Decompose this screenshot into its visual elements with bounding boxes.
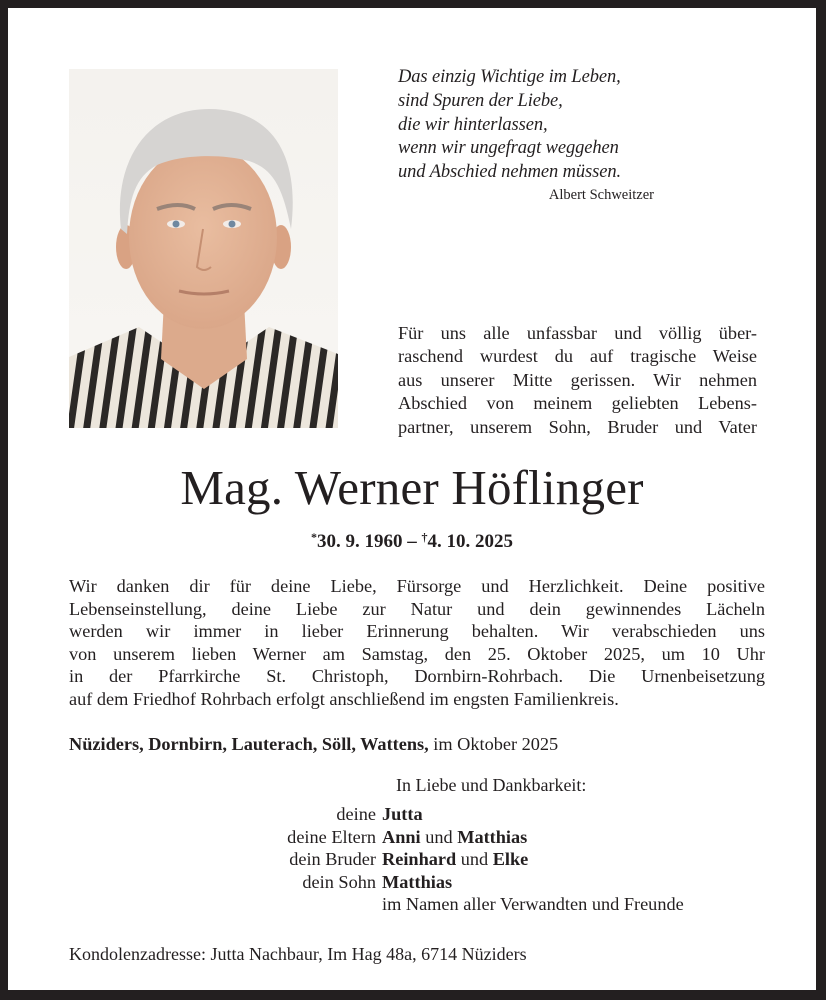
quote-line: wenn wir ungefragt weggehen xyxy=(398,138,619,159)
body-line: auf dem Friedhof Rohrbach erfolgt anschließend im engsten Familienkreis. xyxy=(69,688,619,709)
family-name: Anni xyxy=(382,826,421,847)
quote-line: sind Spuren der Liebe, xyxy=(398,90,563,111)
family-name: Reinhard xyxy=(382,849,457,870)
intro-line: Abschied von meinem geliebten Lebens- xyxy=(398,393,757,414)
quote-line: die wir hinterlassen, xyxy=(398,114,548,135)
quote-author: Albert Schweitzer xyxy=(548,187,654,203)
death-cross-icon: † xyxy=(421,530,428,544)
portrait-photo xyxy=(69,69,338,428)
body-line: Lebenseinstellung, deine Liebe zur Natur und dein gewinnendes Lächeln xyxy=(69,598,765,619)
family-row xyxy=(8,826,816,849)
quote xyxy=(398,66,662,185)
family-name: Matthias xyxy=(382,871,453,892)
condolence-address: Kondolenzadresse: Jutta Nachbaur, Im Hag 48a, 6714 Nüziders xyxy=(69,944,527,964)
family-joiner: und xyxy=(456,849,493,870)
intro-line: raschend wurdest du auf tragische Weise xyxy=(398,346,757,367)
family-row xyxy=(8,803,816,826)
body-line: von unserem lieben Werner am Samstag, den 25. Oktober 2025, um 10 Uhr xyxy=(69,643,765,664)
places-date: im Oktober 2025 xyxy=(428,734,559,754)
body-line: werden wir immer in lieber Erinnerung behalten. Wir verabschieden uns xyxy=(69,621,765,642)
family-joiner: und xyxy=(420,826,458,847)
places-and-date xyxy=(69,732,769,756)
life-dates xyxy=(8,525,816,554)
family-list xyxy=(8,803,816,916)
portrait-image xyxy=(69,69,338,428)
obituary-page xyxy=(8,8,816,990)
family-name: Jutta xyxy=(382,804,423,824)
family-relation: deine Eltern xyxy=(287,826,376,847)
birth-date: 30. 9. 1960 xyxy=(317,531,403,552)
family-relation: deine xyxy=(336,804,376,824)
places-towns: Nüziders, Dornbirn, Lauterach, Söll, Wattens, xyxy=(69,734,429,754)
body-line: Wir danken dir für deine Liebe, Fürsorge und Herzlichkeit. Deine positive xyxy=(69,576,765,596)
death-date: 4. 10. 2025 xyxy=(427,531,513,552)
quote-line: und Abschied nehmen müssen. xyxy=(398,162,622,183)
family-name: Elke xyxy=(492,849,529,870)
body-line: in der Pfarrkirche St. Christoph, Dornbirn-Rohrbach. Die Urnenbeisetzung xyxy=(69,666,765,687)
family-relation: dein Bruder xyxy=(289,849,376,870)
body-text xyxy=(69,575,765,711)
intro-line: aus unserer Mitte gerissen. Wir nehmen xyxy=(398,369,757,390)
family-row xyxy=(8,871,816,894)
family-row xyxy=(8,893,816,916)
deceased-name: Mag. Werner Höflinger xyxy=(180,460,644,515)
quote-line: Das einzig Wichtige im Leben, xyxy=(398,67,621,87)
family-name: Matthias xyxy=(457,826,528,847)
birth-star-icon: * xyxy=(311,530,317,544)
family-row xyxy=(8,848,816,871)
intro-line: partner, unserem Sohn, Bruder und Vater xyxy=(398,416,757,437)
signoff-closing: im Namen aller Verwandten und Freunde xyxy=(382,894,684,915)
intro-text xyxy=(398,322,757,439)
date-separator: – xyxy=(402,531,422,552)
signoff-title: In Liebe und Dankbarkeit: xyxy=(396,775,587,795)
intro-line: Für uns alle unfassbar und völlig über- xyxy=(398,323,757,343)
family-relation: dein Sohn xyxy=(302,871,376,892)
